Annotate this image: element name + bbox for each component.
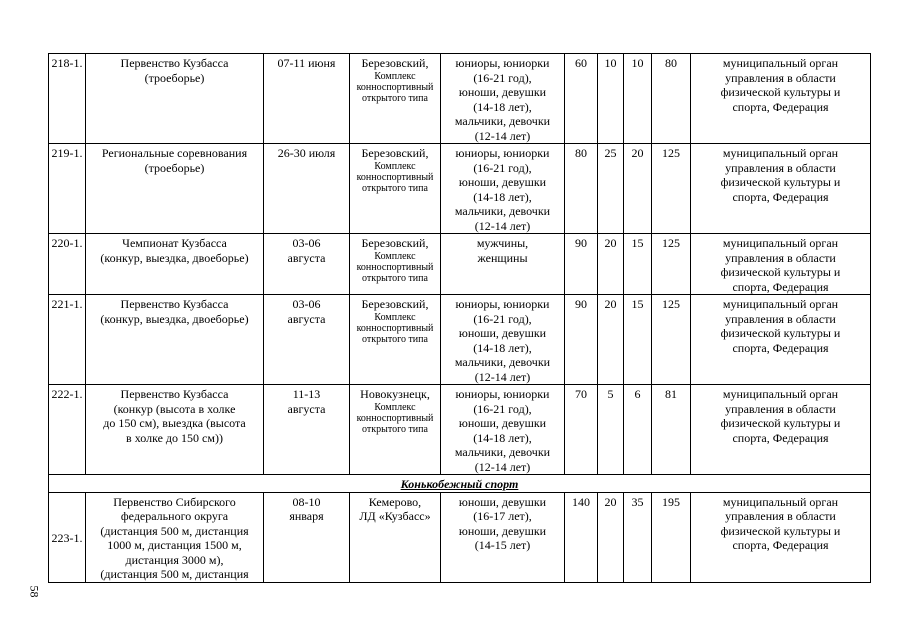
event-line: (троеборье) — [144, 160, 205, 175]
table-row — [49, 385, 871, 475]
participants-line: юноши, девушки — [458, 416, 547, 430]
organizer-line: физической культуры и — [720, 416, 841, 430]
count-2: 20 — [598, 295, 624, 385]
participants-line: (16-21 год), — [473, 401, 532, 416]
participants-line: (12-14 лет) — [474, 369, 531, 384]
place-venue-line: конноспортивный — [356, 261, 434, 273]
participants-line: юноши, девушки — [458, 494, 547, 509]
participants-line: мальчики, девочки — [454, 114, 551, 128]
organizer — [691, 234, 871, 295]
organizer-line: муниципальный орган — [722, 297, 839, 311]
place-city: Березовский, — [361, 297, 429, 311]
organizer-line: спорта, Федерация — [732, 189, 829, 204]
place-city: Березовский, — [361, 146, 429, 160]
row-number: 220-1. — [49, 234, 86, 295]
participants-line: мальчики, девочки — [454, 355, 551, 369]
organizer-line: спорта, Федерация — [732, 340, 829, 355]
participants-line: (14-18 лет), — [473, 430, 532, 445]
participants — [441, 234, 565, 295]
event-line: (конкур, выездка, двоеборье) — [100, 311, 249, 326]
event-dates — [264, 54, 350, 144]
event-dates — [264, 144, 350, 234]
event-dates — [264, 234, 350, 295]
organizer-line: физической культуры и — [720, 265, 841, 279]
event-line: (конкур (высота в холке — [113, 401, 236, 416]
dates-line: января — [289, 509, 324, 523]
row-number: 223-1. — [49, 492, 86, 582]
place-venue-line: открытого типа — [362, 423, 428, 435]
participants-line: мальчики, девочки — [454, 445, 551, 459]
table-body — [49, 54, 871, 583]
participants-line: юноши, девушки — [458, 326, 547, 340]
participants — [441, 385, 565, 475]
count-1: 70 — [565, 385, 598, 475]
place-venue-line: конноспортивный — [356, 81, 434, 93]
place-venue-line: Комплекс — [374, 401, 416, 413]
dates-line: августа — [287, 250, 326, 265]
event-line: федерального округа — [120, 509, 229, 523]
place-venue-line: открытого типа — [362, 182, 428, 194]
event-line: до 150 см), выездка (высота — [103, 416, 246, 430]
place-venue-line: открытого типа — [362, 92, 428, 104]
organizer-line: муниципальный орган — [722, 494, 839, 509]
participants-line: (14-18 лет), — [473, 189, 532, 204]
event-name — [86, 385, 264, 475]
event-line: в холке до 150 см)) — [126, 430, 223, 445]
participants-line: (14-18 лет), — [473, 340, 532, 355]
organizer — [691, 492, 871, 582]
event-name — [86, 144, 264, 234]
table-row — [49, 492, 871, 582]
event-line: дистанция 3000 м), — [125, 552, 224, 567]
organizer-line: спорта, Федерация — [732, 99, 829, 114]
participants-line: юниоры, юниорки — [455, 146, 550, 160]
event-line: Первенство Кузбасса — [120, 297, 229, 311]
organizer — [691, 295, 871, 385]
organizer-line: физической культуры и — [720, 175, 841, 189]
event-line: 1000 м, дистанция 1500 м, — [107, 538, 242, 552]
event-dates — [264, 295, 350, 385]
count-total: 81 — [652, 385, 691, 475]
place-venue-line: конноспортивный — [356, 412, 434, 424]
event-line: (дистанция 500 м, дистанция — [100, 523, 249, 538]
organizer-line: управления в области — [725, 250, 836, 265]
event-name — [86, 54, 264, 144]
organizer-line: спорта, Федерация — [732, 430, 829, 445]
count-1: 140 — [565, 492, 598, 582]
event-name — [86, 234, 264, 295]
row-number: 218-1. — [49, 54, 86, 144]
organizer — [691, 385, 871, 475]
participants-line: (12-14 лет) — [474, 218, 531, 233]
count-3: 15 — [624, 295, 652, 385]
count-1: 60 — [565, 54, 598, 144]
count-3: 35 — [624, 492, 652, 582]
event-line: Первенство Кузбасса — [120, 56, 229, 70]
organizer-line: управления в области — [725, 311, 836, 326]
organizer — [691, 144, 871, 234]
organizer-line: управления в области — [725, 509, 836, 523]
dates-line: 03-06 — [292, 297, 321, 311]
place-city: Березовский, — [361, 56, 429, 70]
organizer-line: муниципальный орган — [722, 146, 839, 160]
count-2: 20 — [598, 234, 624, 295]
participants-line: юниоры, юниорки — [455, 387, 550, 401]
place-venue-line: конноспортивный — [356, 171, 434, 183]
participants — [441, 295, 565, 385]
organizer-line: муниципальный орган — [722, 387, 839, 401]
participants — [441, 54, 565, 144]
event-line: Региональные соревнования — [101, 146, 248, 160]
count-3: 20 — [624, 144, 652, 234]
event-name — [86, 295, 264, 385]
dates-line: 26-30 июля — [277, 146, 336, 160]
participants-line: (12-14 лет) — [474, 459, 531, 474]
count-total: 125 — [652, 295, 691, 385]
place-venue-line: Комплекс — [374, 160, 416, 172]
participants — [441, 144, 565, 234]
section-row — [49, 475, 871, 493]
participants — [441, 492, 565, 582]
event-place — [350, 144, 441, 234]
place-venue-line: конноспортивный — [356, 322, 434, 334]
organizer-line: физической культуры и — [720, 326, 841, 340]
count-total: 125 — [652, 144, 691, 234]
participants-line: юниоры, юниорки — [455, 56, 550, 70]
organizer-line: спорта, Федерация — [732, 538, 829, 552]
organizer-line: муниципальный орган — [722, 56, 839, 70]
event-line: (дистанция 500 м, дистанция — [100, 567, 249, 581]
event-name — [86, 492, 264, 582]
organizer-line: спорта, Федерация — [732, 279, 829, 294]
event-line: Первенство Кузбасса — [120, 387, 229, 401]
participants-line: (16-21 год), — [473, 311, 532, 326]
participants-line: (16-21 год), — [473, 160, 532, 175]
participants-line: (16-21 год), — [473, 70, 532, 85]
participants-line: (16-17 лет), — [473, 509, 532, 523]
event-place — [350, 54, 441, 144]
event-line: (конкур, выездка, двоеборье) — [100, 250, 249, 265]
participants-line: юноши, девушки — [458, 175, 547, 189]
place-venue-line: Комплекс — [374, 70, 416, 82]
event-line: (троеборье) — [144, 70, 205, 85]
organizer — [691, 54, 871, 144]
count-total: 80 — [652, 54, 691, 144]
count-total: 125 — [652, 234, 691, 295]
participants-line: (14-15 лет) — [474, 538, 531, 552]
count-2: 10 — [598, 54, 624, 144]
event-place — [350, 385, 441, 475]
dates-line: августа — [287, 401, 326, 416]
place-line: ЛД «Кузбасс» — [359, 509, 431, 523]
participants-line: мальчики, девочки — [454, 204, 551, 218]
row-number: 219-1. — [49, 144, 86, 234]
count-2: 5 — [598, 385, 624, 475]
count-1: 90 — [565, 295, 598, 385]
dates-line: 03-06 — [292, 236, 321, 250]
events-table — [48, 53, 871, 583]
participants-line: юноши, девушки — [458, 523, 547, 538]
participants-line: юноши, девушки — [458, 85, 547, 99]
table-row — [49, 144, 871, 234]
event-dates — [264, 492, 350, 582]
organizer-line: управления в области — [725, 70, 836, 85]
place-city: Новокузнецк, — [360, 387, 430, 401]
event-place — [350, 234, 441, 295]
event-line: Первенство Сибирского — [113, 494, 236, 509]
section-title: Конькобежный спорт — [49, 475, 871, 493]
count-total: 195 — [652, 492, 691, 582]
count-3: 10 — [624, 54, 652, 144]
participants-line: (14-18 лет), — [473, 99, 532, 114]
organizer-line: управления в области — [725, 401, 836, 416]
participants-line: мужчины, — [476, 236, 529, 250]
dates-line: 08-10 — [292, 494, 321, 509]
place-venue-line: Комплекс — [374, 311, 416, 323]
count-1: 80 — [565, 144, 598, 234]
participants-line: юниоры, юниорки — [455, 297, 550, 311]
count-3: 6 — [624, 385, 652, 475]
place-city: Березовский, — [361, 236, 429, 250]
table-row — [49, 295, 871, 385]
organizer-line: физической культуры и — [720, 523, 841, 538]
organizer-line: муниципальный орган — [722, 236, 839, 250]
count-3: 15 — [624, 234, 652, 295]
event-line: Чемпионат Кузбасса — [122, 236, 227, 250]
event-place — [350, 492, 441, 582]
dates-line: 07-11 июня — [277, 56, 336, 70]
count-1: 90 — [565, 234, 598, 295]
participants-line: женщины — [477, 250, 528, 265]
row-number: 221-1. — [49, 295, 86, 385]
count-2: 20 — [598, 492, 624, 582]
table-row — [49, 234, 871, 295]
dates-line: 11-13 — [292, 387, 321, 401]
organizer-line: управления в области — [725, 160, 836, 175]
place-venue-line: открытого типа — [362, 333, 428, 345]
organizer-line: физической культуры и — [720, 85, 841, 99]
row-number: 222-1. — [49, 385, 86, 475]
event-dates — [264, 385, 350, 475]
place-line: Кемерово, — [368, 494, 422, 509]
participants-line: (12-14 лет) — [474, 128, 531, 143]
place-venue-line: Комплекс — [374, 250, 416, 262]
table-row — [49, 54, 871, 144]
count-2: 25 — [598, 144, 624, 234]
dates-line: августа — [287, 311, 326, 326]
page-number: 58 — [27, 585, 42, 598]
place-venue-line: открытого типа — [362, 272, 428, 284]
event-place — [350, 295, 441, 385]
